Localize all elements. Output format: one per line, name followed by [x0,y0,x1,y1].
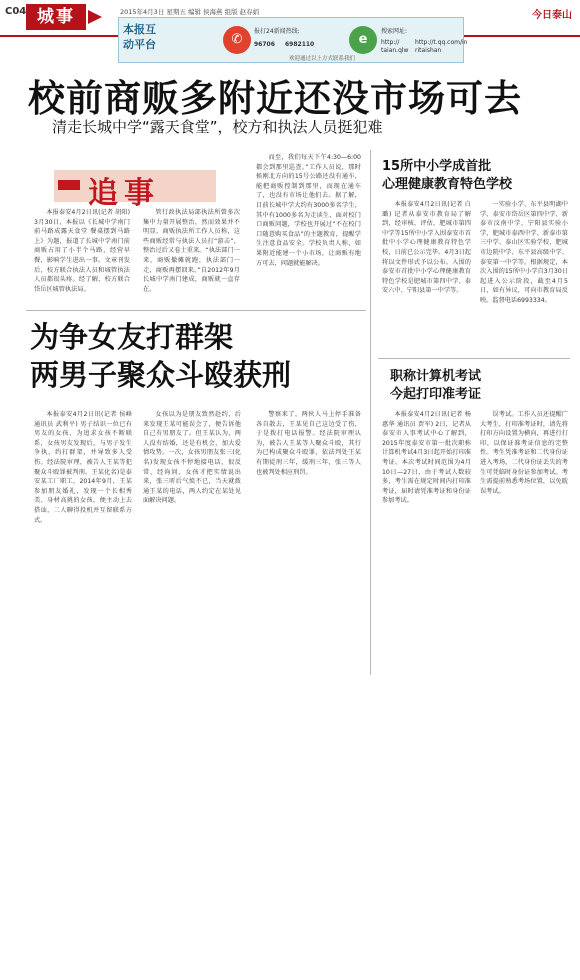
article2-text-1: 本报泰安4月2日讯(记者 侯峰 通讯员 武利平) 男子结识一位已有男友的女孩，为追求女孩不断联系，女孩男友发现后，与男子发生争执，约打群架，并导致多人受伤。经法院审理，被告人王某等犯聚众斗殴罪被判刑。王某化名)是泰安某工厂职工，2014年9月，王某参加朋友婚礼，发现一个长相秀美、身材高挑的女孩，便主动上去搭讪，二人聊得投机并互留联系方式。 [34,411,132,524]
article1-text-2: 管行政执法局部执法所曾多次集中力量开展整治，然而效果并不明显，商贩执法所工作人员称，这些商贩经常与执法人员打“游击”，整治过后又卷土重来。“执法部门一来，商贩撤摊就跑，执法部门一走，商贩再摆回来。”自2012年9月长城中学南门建成，商贩就一直存在。 [143,209,240,293]
article1-col1 [34,208,130,304]
article4-headline-line1: 职称计算机考试 [390,369,482,384]
section-label: 城事 [26,4,86,30]
article2-headline [30,318,291,394]
article1-text-3: 而至，我们每天下午4:30—6:00都会到那里巡查。”工作人员说，那时候刚北方向的15号公路还没有通车，能把商贩控制到那里，而现在通车了，也没有市场让他们去。据了解，目前长城中学大约有3000多名学生，其中有1000多名为走读生，面对校门口商贩问题，学校也开展过“不在校门口随意购买食品”的主题教育，提醒学生注意食品安全。学校负责人称，如果附近能建一个小市场，让商贩有地方可去，问题就能解决。 [256,154,361,267]
article3-headline-line2: 心理健康教育特色学校 [382,177,513,192]
article1-headline: 校前商贩多附近还没市场可去 [28,76,522,120]
paper-name: 今日泰山 [532,10,572,21]
phone-icon: ✆ [223,26,251,54]
column-tag-bar [58,180,80,190]
article2-col1 [34,410,132,590]
hotline-number-2: 6982110 [285,41,315,48]
article2-headline-line1: 为争女友打群架 [30,320,234,354]
blank-area [0,680,580,980]
article1-subheadline: 清走长城中学“露天食堂”，校方和执法人员挺犯难 [52,118,383,136]
article4-col2 [480,410,568,540]
article4-col1 [382,410,471,535]
article2-text-3: 警察来了，两伙人马上停手准备各自散去，王某见自己这边受了伤，于是拨打电话报警。经法院审理认为，被告人王某等人聚众斗殴，其行为已构成聚众斗殴罪，依法判处王某有期徒刑三年，缓刑三年，张三等人也被判处相应刑罚。 [256,411,361,476]
article4-headline [390,368,481,404]
article2-text-2: 女孩以为是朋友致然赴约，后来发现王某可能误会了，便告诉他自己有男朋友了。但王某认为，两人没有结婚，还是有机会，加大爱情攻势。一次，女孩男朋友张三(化名)发现女孩不停地接电话，很反常，经询问，女孩才把实情说出来，张三听后气愤不已，当天就拨通王某的电话，两人约定在某处见面解决问题。 [143,411,241,505]
article2-col2 [143,410,241,590]
article3-headline-line1: 15所中小学成首批 [382,159,492,174]
banner-footer: 欢迎通过以上方式联系我们 [289,56,356,62]
article1-col3 [256,153,361,305]
column-tag [54,170,216,211]
banner-title-line2: 动平台 [123,38,156,51]
page-number: C04 [5,6,27,17]
hotline-number-1: 96706 [254,41,275,48]
url-2-cont: ritaishan [415,47,442,54]
divider-horizontal-right [378,358,570,359]
web-icon: e [349,26,377,54]
article4-text-1: 本报泰安4月2日讯(记者 杨惠华 通讯员 贾军) 2日，记者从泰安市人事考试中心了解到，2015年度泰安市第一批次职称计算机考试4月3日起开始打印准考证。本次考试时间范围为4月10日—27日，由于考试人数较多，考生需在规定时间内打印准考证，届时请凭准考证和身份证参加考试。 [382,411,471,505]
article4-text-2: 误考试。工作人员还提醒广大考生，打印准考证时，请先将打印方向设置为横向，再进行打印，以保证准考证信息的完整性。考生凭准考证和二代身份证进入考场，二代身份证丢失的考生可凭临时身份证参加考试。考生需提前熟悉考场位置，以免耽误考试。 [480,411,568,495]
divider-horizontal [26,310,366,311]
article2-headline-line2: 两男子聚众斗殴获刑 [30,358,292,392]
banner-title-line1: 本报互 [123,23,156,36]
article4-headline-line2: 今起打印准考证 [390,387,482,402]
article3-headline [382,158,512,194]
article3-col2 [480,200,568,328]
dateline: 2015年4月3日 星期五 编辑 侯海燕 组版 赵春娟 [120,8,260,16]
site-label: 搜索网址: [381,28,408,35]
interaction-banner [118,17,468,63]
hotline-label: 报打24新闻热线: [254,28,300,35]
url-1: http:// [381,39,400,46]
banner-title [123,22,185,52]
article3-text-1: 本报泰安4月2日讯(记者 白璐) 记者从泰安市教育局了解到，经审核、评估，肥城市第四中学等15所中小学入围泰安市首批中小学心理健康教育特色学校，日前已公示完毕。4月3日起将以文件形式予以公布。入围的泰安市首批中小学心理健康教育特色学校是肥城市第四中学、泰安六中、宁阳县第一中学等。 [382,201,471,295]
arrow-icon [88,10,102,24]
divider-vertical [370,150,371,675]
article1-text-1: 本报泰安4月2日讯(记者 胡阳) 3月30日，本报以《长城中学南门前马路成露天食堂 餐桌摆到马路上》为题，报道了长城中学南门前商贩占用了小半个马路，经营早餐，影响学生进出一事。文章刊发后，校方联合执法人员和城管执法人员都很头疼。经了解，校方联合岱岳区城管执法局。 [34,209,130,293]
article3-text-2: 一实验小学、东平县明湖中学、泰安市岱岳区第四中学、新泰市汶南中学、宁阳县实验小学、肥城市泰西中学、新泰市第三中学、泰山区实验学校、肥城市边院中学、东平县高级中学、泰安第一中学等。根据规定，本次入围的15所中小学自3月30日起进入公示阶段，截至4月5日，如有异议，可向市教育局反映。监督电话6993334。 [480,201,568,304]
url-1-cont: taian.qlw [381,47,409,54]
column-tag-text: 追事 [88,176,160,211]
url-2: http://t.qq.com/in [415,39,468,46]
article3-col1 [382,200,471,358]
article1-col2 [143,208,240,304]
article2-col3 [256,410,361,530]
